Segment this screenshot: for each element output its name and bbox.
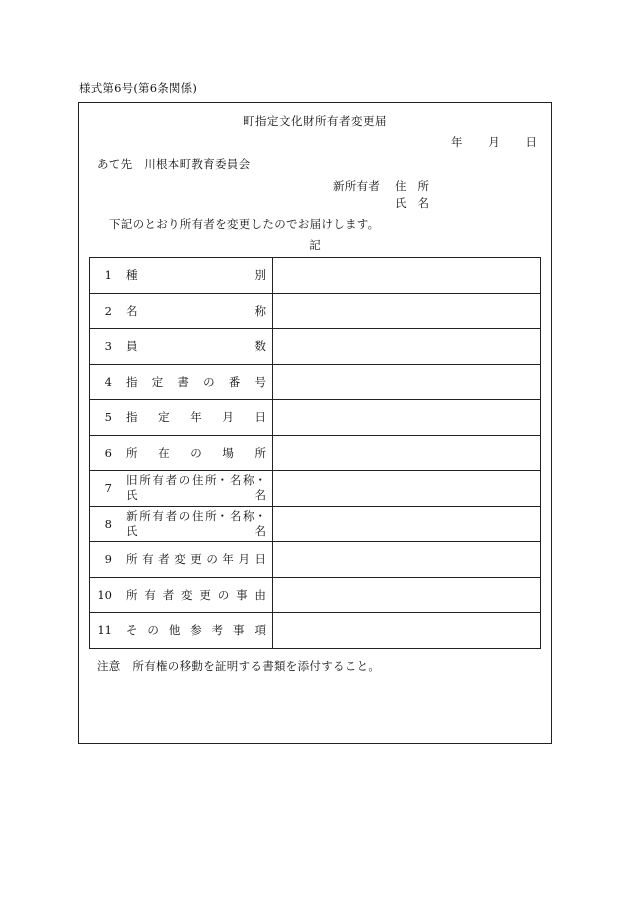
item-value-cell[interactable] [273, 364, 541, 400]
item-label: 名 称 [126, 303, 266, 318]
item-number: 6 [104, 445, 112, 460]
item-value-cell[interactable] [273, 258, 541, 294]
address-label: 住 所 [395, 179, 429, 193]
item-value-cell[interactable] [273, 471, 541, 507]
item-label: 所 有 者 変 更 の 事 由 [126, 587, 266, 602]
table-row [90, 364, 541, 400]
item-value-cell[interactable] [273, 506, 541, 542]
table-row [90, 577, 541, 613]
item-label-cell [90, 506, 273, 542]
item-label-cell [90, 471, 273, 507]
table-row [90, 542, 541, 578]
item-number: 3 [104, 339, 112, 354]
form-number-label: 様式第6号(第6条関係) [79, 81, 198, 95]
date-line [451, 134, 537, 150]
table-row [90, 400, 541, 436]
table-row [90, 613, 541, 649]
item-label: 新 所 有 者 の 住 所・ 名 称・ 氏 名 [126, 508, 266, 538]
table-row [90, 258, 541, 294]
name-label: 氏 名 [395, 196, 429, 210]
month-label: 月 [488, 135, 500, 149]
item-label: 指 定 年 月 日 [126, 410, 266, 425]
table-row [90, 293, 541, 329]
item-number: 5 [104, 410, 112, 425]
table-row [90, 471, 541, 507]
table-row [90, 329, 541, 365]
note-text: 注意 所有権の移動を証明する書類を添付すること。 [97, 659, 381, 673]
item-label: 員 数 [126, 339, 266, 354]
item-value-cell[interactable] [273, 293, 541, 329]
item-number: 8 [104, 516, 112, 531]
table-row [90, 435, 541, 471]
items-table [89, 257, 541, 649]
item-number: 7 [104, 481, 112, 496]
item-label: 旧 所 有 者 の 住 所・ 名 称・ 氏 名 [126, 473, 266, 503]
item-number: 2 [104, 303, 112, 318]
item-number: 1 [104, 268, 112, 283]
addressee: あて先 川根本町教育委員会 [97, 157, 251, 171]
item-label-cell [90, 577, 273, 613]
item-number: 4 [104, 374, 112, 389]
item-value-cell[interactable] [273, 435, 541, 471]
item-value-cell[interactable] [273, 542, 541, 578]
item-number: 9 [104, 552, 112, 567]
item-label-cell [90, 435, 273, 471]
form-frame [78, 102, 552, 744]
item-label-cell [90, 542, 273, 578]
item-value-cell[interactable] [273, 329, 541, 365]
item-label-cell [90, 258, 273, 294]
year-label: 年 [451, 135, 463, 149]
new-owner-label: 新所有者 [333, 179, 381, 193]
item-value-cell[interactable] [273, 400, 541, 436]
ki-heading: 記 [309, 238, 321, 252]
item-label: そ の 他 参 考 事 項 [126, 623, 266, 638]
form-title: 町指定文化財所有者変更届 [243, 114, 387, 128]
item-label-cell [90, 329, 273, 365]
item-label: 指 定 書 の 番 号 [126, 374, 266, 389]
item-label-cell [90, 400, 273, 436]
item-label: 種 別 [126, 268, 266, 283]
item-number: 11 [97, 623, 112, 638]
item-number: 10 [97, 587, 112, 602]
item-value-cell[interactable] [273, 577, 541, 613]
table-row [90, 506, 541, 542]
item-label: 所 在 の 場 所 [126, 445, 266, 460]
item-value-cell[interactable] [273, 613, 541, 649]
item-label-cell [90, 293, 273, 329]
item-label-cell [90, 364, 273, 400]
intro-text: 下記のとおり所有者を変更したのでお届けします。 [109, 217, 380, 231]
item-label-cell [90, 613, 273, 649]
day-label: 日 [525, 135, 537, 149]
item-label: 所 有 者 変 更 の 年 月 日 [126, 552, 266, 567]
